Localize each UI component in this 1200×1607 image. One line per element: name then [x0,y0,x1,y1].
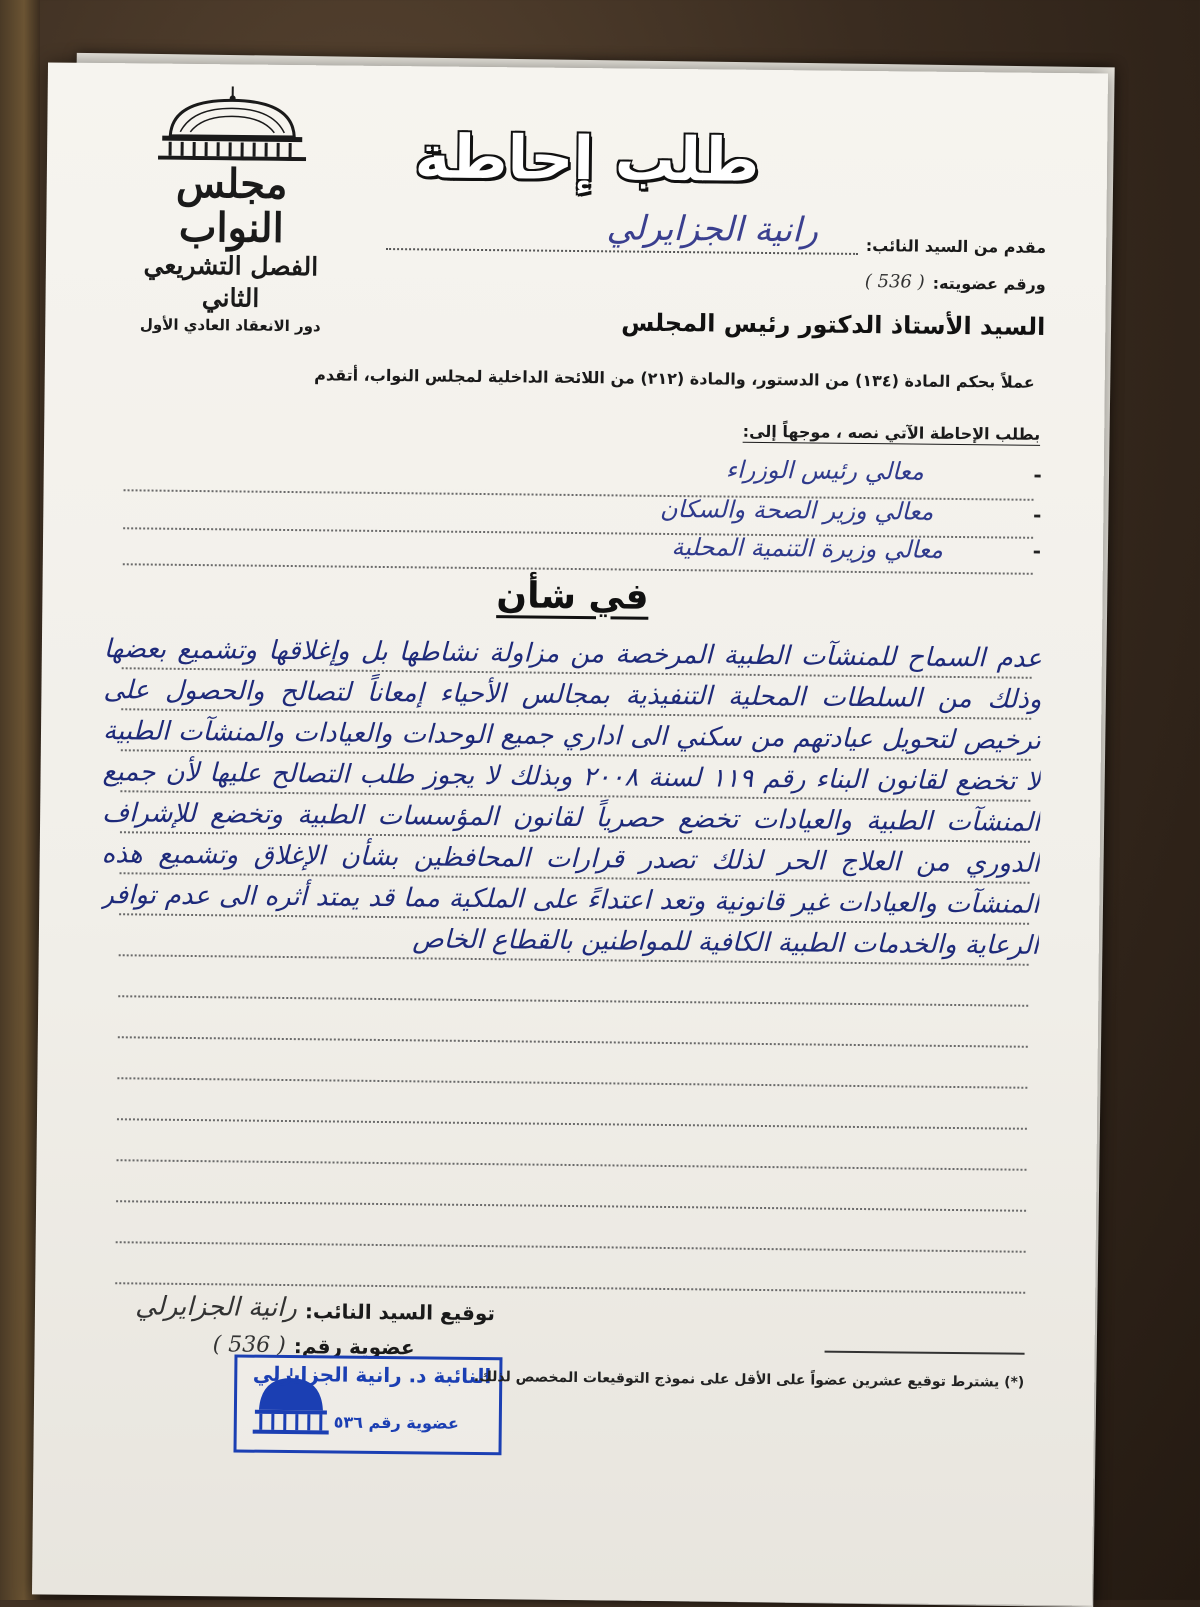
recipient-bullet: - [1033,463,1042,487]
body-ruled-line [117,1159,1027,1171]
member-stamp [233,1354,502,1455]
stamp-name: النائبة د. رانية الجزايرلي [253,1362,492,1388]
recipient-bullet: - [1033,539,1042,563]
signature-row [135,1291,495,1325]
logo-title: مجلس النواب [116,161,347,251]
addressee: السيد الأستاذ الدكتور رئيس المجلس [621,308,1045,340]
submitted-by-label: مقدم من السيد النائب: [866,236,1047,257]
intro-line-1: عملاً بحكم المادة (١٣٤) من الدستور، والمادة (٢١٢) من اللائحة الداخلية لمجلس النواب، أتقدم [195,364,1035,392]
signature-membership-value: ( 536 ) [213,1332,286,1358]
footnote-rule [825,1351,1025,1355]
body-ruled-line [116,1241,1026,1253]
submitted-by-value: رانية الجزايرلي [606,208,818,250]
recipient-bullet: - [1033,503,1042,527]
membership-label: ورقم عضويته: [933,274,1046,294]
request-form-page [32,62,1108,1605]
document-title: طلب إحاطة [377,122,798,196]
membership-value: ( 536 ) [865,271,925,293]
recipient-line-3 [123,563,1033,575]
signature-label: توقيع السيد النائب: [305,1299,495,1325]
subject-heading: في شأن [462,575,682,618]
recipient-2: معالي وزير الصحة والسكان [660,495,934,526]
logo-session: دور الانعقاد العادي الأول [115,313,345,337]
submitted-by-row [386,216,1046,257]
signature-value: رانية الجزايرلي [135,1291,297,1323]
signature-membership-label: عضوية رقم: [294,1334,415,1359]
body-ruled-line [116,1200,1026,1212]
footnote: (*) يشترط توقيع عشرين عضواً على الأقل على نموذج التوقيعات المخصص لذلك. [474,1369,1025,1391]
recipient-1: معالي رئيس الوزراء [726,456,924,486]
stamp-membership: عضوية رقم ٥٣٦ [334,1413,459,1433]
request-body-text: عدم السماح للمنشآت الطبية المرخصة من مزاولة نشاطها بل وإغلاقها وتشميع بعضها وذلك من السلطات المحلية التنفيذية بمجالس الأحياء إمعاناً لتصالح والحصول على ترخيص لتحويل عيادتهم من سكني الى اداري جميع الوحدات والعيادات والمنشآت الطبية لا تخضع لقانون البناء رقم ١١٩ لسنة ٢٠٠٨ وبذلك لا يجوز طلب التصالح عليها لأن جميع المنشآت الطبية والعيادات تخضع حصرياً لقانون المؤسسات الطبية وتخضع للإشراف الدوري من العلاج الحر لذلك تصدر قرارات المحافظين بشأن الإغلاق وتشميع هذه المنشآت والعيادات غير قانونية وتعد اعتداءً على الملكية مما قد يمتد أثره الى عدم توافر الرعاية والخدمات الطبية الكافية للمواطنين بالقطاع الخاص [99,629,1042,1119]
submitted-by-field[interactable] [386,216,858,255]
logo-subtitle: الفصل التشريعي الثاني [115,249,346,315]
recipient-3: معالي وزيرة التنمية المحلية [671,533,943,564]
intro-line-2: بطلب الإحاطة الآتي نصه ، موجهاً إلى: [743,422,1041,444]
membership-row [865,271,1046,294]
body-ruled-line [117,1118,1027,1130]
parliament-logo [115,85,348,327]
dome-icon [152,86,313,162]
